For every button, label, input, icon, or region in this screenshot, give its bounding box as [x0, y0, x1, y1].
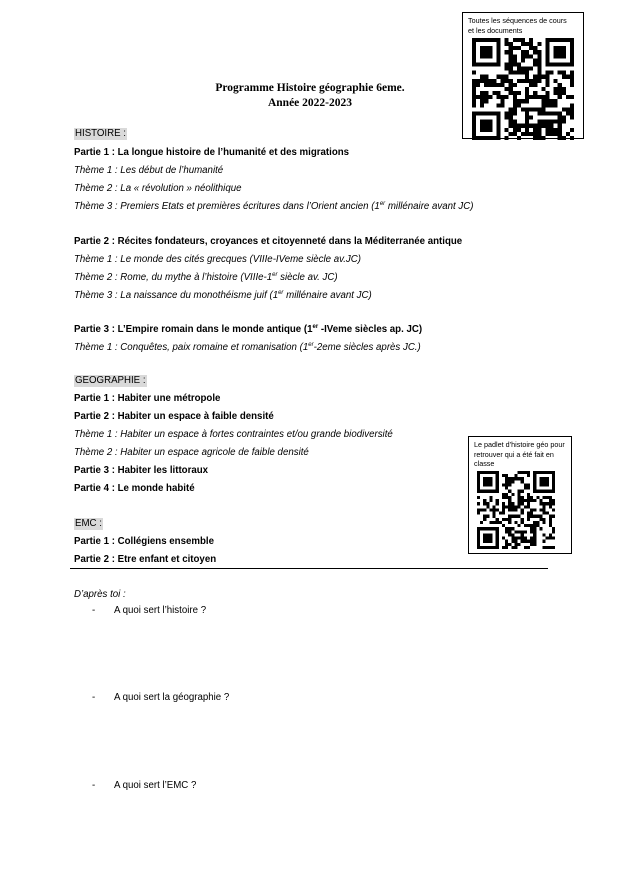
question-histoire: - A quoi sert l’histoire ?	[92, 605, 207, 616]
question-geographie: - A quoi sert la géographie ?	[92, 692, 230, 703]
geo-partie-2: Partie 2 : Habiter un espace à faible densité	[74, 411, 274, 422]
qr-caption-padlet: Le padlet d’histoire géo pour retrouver qui a été fait en classe	[474, 440, 565, 468]
emc-partie-1: Partie 1 : Collégiens ensemble	[74, 536, 214, 547]
histoire-p1-theme-2: Thème 2 : La « révolution » néolithique	[74, 183, 242, 194]
section-heading-geographie: GEOGRAPHIE :	[75, 375, 146, 386]
qr-caption-courses: Toutes les séquences de cours et les documents	[468, 16, 567, 35]
geo-partie-1: Partie 1 : Habiter une métropole	[74, 393, 221, 404]
section-heading-emc: EMC :	[75, 518, 102, 529]
geo-p2-theme-1: Thème 1 : Habiter un espace à fortes contraintes et/ou grande biodiversité	[74, 429, 393, 440]
histoire-p2-theme-2: Thème 2 : Rome, du mythe à l’histoire (VIIIe-1er siècle av. JC)	[74, 271, 338, 283]
emc-partie-2: Partie 2 : Etre enfant et citoyen	[74, 554, 217, 565]
title-line-1: Programme Histoire géographie 6eme.	[215, 82, 405, 94]
page-title	[170, 81, 450, 111]
histoire-partie-1: Partie 1 : La longue histoire de l’humanité et des migrations	[74, 147, 350, 158]
histoire-p1-theme-1: Thème 1 : Les début de l’humanité	[74, 165, 224, 176]
qr-code-icon[interactable]	[472, 38, 574, 140]
questions-intro: D’après toi :	[74, 589, 126, 600]
histoire-p2-theme-1: Thème 1 : Le monde des cités grecques (VIIIe-IVeme siècle av.JC)	[74, 254, 361, 265]
question-emc: - A quoi sert l’EMC ?	[92, 780, 197, 791]
histoire-partie-3: Partie 3 : L’Empire romain dans le monde antique (1er -IVeme siècles ap. JC)	[74, 323, 423, 335]
horizontal-rule	[70, 568, 548, 569]
histoire-p1-theme-3: Thème 3 : Premiers Etats et premières écritures dans l’Orient ancien (1er millénaire avant JC)	[74, 200, 474, 212]
section-heading-histoire: HISTOIRE :	[75, 128, 126, 139]
histoire-p2-theme-3: Thème 3 : La naissance du monothéisme juif (1er millénaire avant JC)	[74, 289, 372, 301]
histoire-p3-theme-1: Thème 1 : Conquêtes, paix romaine et romanisation (1er-2eme siècles après JC.)	[74, 341, 421, 353]
qr-box-courses	[462, 12, 584, 139]
histoire-partie-2: Partie 2 : Récites fondateurs, croyances et citoyenneté dans la Méditerranée antique	[74, 236, 463, 247]
geo-p2-theme-2: Thème 2 : Habiter un espace agricole de faible densité	[74, 447, 309, 458]
geo-partie-4: Partie 4 : Le monde habité	[74, 483, 195, 494]
title-line-2: Année 2022-2023	[267, 97, 352, 109]
geo-partie-3: Partie 3 : Habiter les littoraux	[74, 465, 209, 476]
